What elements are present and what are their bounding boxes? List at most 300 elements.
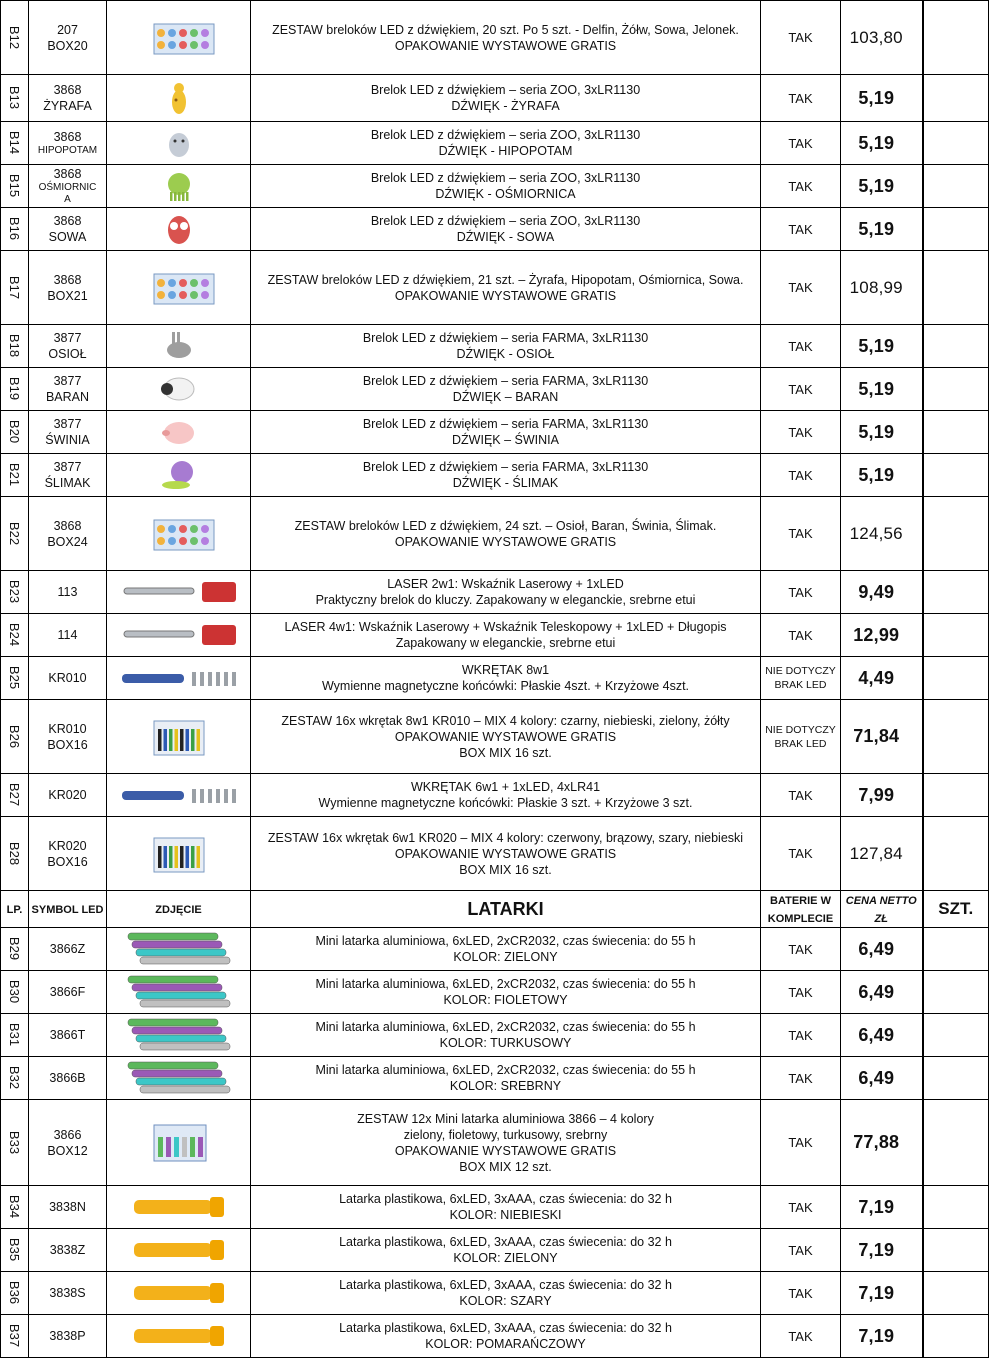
table-row [1, 657, 989, 700]
header-price: CENA NETTO ZŁ [841, 891, 923, 928]
symbol-line: BOX12 [47, 1143, 88, 1158]
symbol-line: 113 [57, 585, 78, 599]
row-qty-input[interactable] [923, 1272, 989, 1315]
symbol-line: 3866 [53, 1127, 82, 1142]
row-qty-input[interactable] [923, 1229, 989, 1272]
symbol-line: KR020 [48, 838, 87, 853]
row-batteries: TAK [761, 1186, 841, 1229]
row-photo [107, 571, 251, 614]
laser-photo [114, 572, 244, 612]
row-description [251, 1, 761, 75]
row-description [251, 251, 761, 325]
row-photo [107, 1100, 251, 1186]
row-symbol [29, 325, 107, 368]
description-line: BOX MIX 12 szt. [459, 1159, 552, 1174]
row-price: 7,19 [841, 1272, 923, 1315]
row-qty-input[interactable] [923, 1014, 989, 1057]
row-photo [107, 411, 251, 454]
mini-torches-photo [114, 1058, 244, 1098]
row-photo [107, 657, 251, 700]
description-line: Brelok LED z dźwiękiem – seria FARMA, 3xLR1130 [362, 460, 649, 474]
description-line: Brelok LED z dźwiękiem – seria FARMA, 3xLR1130 [362, 374, 649, 388]
description-line: DŹWIĘK - OSIOŁ [456, 347, 555, 361]
description-line: DŹWIĘK - ŚLIMAK [452, 476, 559, 490]
row-lp-label: B19 [6, 376, 22, 401]
symbol-line: 3868 [53, 130, 82, 144]
symbol-line: OŚMIORNIC [38, 182, 97, 193]
row-qty-input[interactable] [923, 122, 989, 165]
row-symbol [29, 971, 107, 1014]
description-line: ZESTAW 12x Mini latarka aluminiowa 3866 – 4 kolory [357, 1111, 654, 1126]
description-line: KOLOR: SZARY [459, 1294, 552, 1308]
row-description [251, 454, 761, 497]
row-price: 9,49 [841, 571, 923, 614]
symbol-line: BOX16 [47, 854, 88, 869]
description-line: KOLOR: NIEBIESKI [449, 1208, 562, 1222]
description-line: Mini latarka aluminiowa, 6xLED, 2xCR2032, czas świecenia: do 55 h [315, 1063, 696, 1077]
row-lp-label: B35 [6, 1237, 22, 1262]
row-description [251, 325, 761, 368]
symbol-line: 3866F [49, 985, 86, 999]
row-lp [1, 208, 29, 251]
description-line: Latarka plastikowa, 6xLED, 3xAAA, czas świecenia: do 32 h [339, 1278, 672, 1292]
row-batteries: TAK [761, 1057, 841, 1100]
mini-torches-photo [114, 929, 244, 969]
row-lp [1, 657, 29, 700]
row-qty-input[interactable] [923, 325, 989, 368]
row-lp-label: B37 [6, 1323, 22, 1348]
row-photo [107, 75, 251, 122]
description-line: DŹWIĘK – ŚWINIA [452, 433, 559, 447]
row-batteries: TAK [761, 928, 841, 971]
row-symbol [29, 368, 107, 411]
row-qty-input[interactable] [923, 614, 989, 657]
row-lp-label: B25 [6, 665, 22, 690]
row-qty-input[interactable] [923, 1100, 989, 1186]
row-lp [1, 1186, 29, 1229]
row-lp-label: B32 [6, 1065, 22, 1090]
row-qty-input[interactable] [923, 75, 989, 122]
row-description [251, 1229, 761, 1272]
table-section-torches [1, 928, 989, 1358]
row-lp [1, 1315, 29, 1358]
table-row [1, 1229, 989, 1272]
row-batteries: TAK [761, 75, 841, 122]
description-line: OPAKOWANIE WYSTAWOWE GRATIS [394, 288, 617, 303]
symbol-line: 3838N [49, 1200, 86, 1214]
row-price: 124,56 [841, 497, 923, 571]
yellow-torch-photo [114, 1187, 244, 1227]
row-price: 77,88 [841, 1100, 923, 1186]
row-lp-label: B24 [6, 622, 22, 647]
box-display-photo [114, 268, 244, 308]
symbol-line: KR020 [48, 788, 87, 802]
description-line: Brelok LED z dźwiękiem – seria FARMA, 3xLR1130 [362, 417, 649, 431]
mini-torches-photo [114, 972, 244, 1012]
row-qty-input[interactable] [923, 928, 989, 971]
symbol-line: 3838S [49, 1286, 86, 1300]
row-symbol [29, 571, 107, 614]
row-photo [107, 368, 251, 411]
description-line: DŹWIĘK - ŻYRAFA [451, 99, 560, 113]
row-photo [107, 1057, 251, 1100]
description-line: KOLOR: TURKUSOWY [439, 1036, 572, 1050]
mini-torches-photo [114, 1015, 244, 1055]
row-lp-label: B28 [6, 841, 22, 865]
symbol-line: OSIOŁ [48, 347, 87, 361]
row-price: 5,19 [841, 208, 923, 251]
table-row [1, 1057, 989, 1100]
row-lp-label: B22 [6, 521, 22, 545]
description-line: Brelok LED z dźwiękiem – seria FARMA, 3xLR1130 [362, 331, 649, 345]
row-description [251, 368, 761, 411]
row-qty-input[interactable] [923, 971, 989, 1014]
row-symbol [29, 1100, 107, 1186]
row-lp-label: B18 [6, 333, 22, 358]
row-symbol [29, 251, 107, 325]
row-photo [107, 614, 251, 657]
row-photo [107, 817, 251, 891]
row-qty-input[interactable] [923, 571, 989, 614]
row-description [251, 571, 761, 614]
row-lp-label: B33 [6, 1130, 22, 1154]
row-batteries: TAK [761, 571, 841, 614]
display-stand-photo [114, 834, 244, 874]
row-symbol [29, 122, 107, 165]
row-photo [107, 454, 251, 497]
row-lp [1, 971, 29, 1014]
row-price: 6,49 [841, 1014, 923, 1057]
header-qty: SZT. [923, 891, 989, 928]
row-lp-label: B13 [6, 85, 22, 110]
row-description [251, 1057, 761, 1100]
row-batteries: TAK [761, 165, 841, 208]
table-header-latarki [1, 891, 989, 928]
row-lp-label: B23 [6, 579, 22, 604]
symbol-line: 3877 [53, 460, 82, 474]
row-qty-input[interactable] [923, 497, 989, 571]
row-qty-input[interactable] [923, 165, 989, 208]
row-lp-label: B34 [6, 1194, 22, 1219]
row-symbol [29, 657, 107, 700]
row-symbol [29, 774, 107, 817]
row-qty-input[interactable] [923, 411, 989, 454]
yellow-torch-photo [114, 1316, 244, 1356]
row-photo [107, 1, 251, 75]
table-row [1, 1186, 989, 1229]
row-qty-input[interactable] [923, 368, 989, 411]
row-qty-input[interactable] [923, 657, 989, 700]
row-batteries: TAK [761, 1315, 841, 1358]
row-description [251, 1186, 761, 1229]
row-price: 5,19 [841, 75, 923, 122]
row-description [251, 165, 761, 208]
description-line: Latarka plastikowa, 6xLED, 3xAAA, czas świecenia: do 32 h [339, 1321, 672, 1335]
row-description [251, 75, 761, 122]
table-row [1, 1014, 989, 1057]
row-batteries: TAK [761, 971, 841, 1014]
description-line: Wymienne magnetyczne końcówki: Płaskie 4szt. + Krzyżowe 4szt. [321, 679, 690, 693]
box-display-photo [114, 514, 244, 554]
octopus-photo [114, 166, 244, 206]
row-photo [107, 1272, 251, 1315]
table-row [1, 368, 989, 411]
symbol-line: BOX20 [47, 38, 88, 53]
row-symbol [29, 75, 107, 122]
row-batteries: NIE DOTYCZY BRAK LED [761, 657, 841, 700]
row-lp [1, 325, 29, 368]
row-price: 5,19 [841, 165, 923, 208]
table-row [1, 774, 989, 817]
row-photo [107, 1186, 251, 1229]
row-lp [1, 1229, 29, 1272]
description-line: Brelok LED z dźwiękiem – seria ZOO, 3xLR1130 [370, 214, 641, 228]
row-qty-input[interactable] [923, 817, 989, 891]
description-line: ZESTAW 16x wkrętak 6w1 KR020 – MIX 4 kolory: czerwony, brązowy, szary, niebieski [267, 830, 744, 845]
row-photo [107, 1315, 251, 1358]
table-row [1, 928, 989, 971]
symbol-line: BOX21 [47, 288, 88, 303]
row-qty-input[interactable] [923, 774, 989, 817]
snail-photo [114, 455, 244, 495]
row-price: 5,19 [841, 325, 923, 368]
pig-photo [114, 412, 244, 452]
giraffe-photo [114, 78, 244, 118]
owl-photo [114, 209, 244, 249]
description-line: LASER 4w1: Wskaźnik Laserowy + Wskaźnik Teleskopowy + 1xLED + Długopis [284, 620, 727, 634]
row-lp-label: B16 [6, 216, 22, 241]
description-line: Zapakowany w eleganckie, srebrne etui [395, 636, 616, 650]
row-symbol [29, 1315, 107, 1358]
row-lp-label: B26 [6, 724, 22, 748]
symbol-line: 3868 [53, 83, 82, 97]
row-symbol [29, 1229, 107, 1272]
row-lp [1, 454, 29, 497]
row-symbol [29, 817, 107, 891]
table-row [1, 122, 989, 165]
description-line: OPAKOWANIE WYSTAWOWE GRATIS [394, 534, 617, 549]
symbol-line: 3838P [49, 1329, 86, 1343]
symbol-line: ŚWINIA [45, 433, 90, 447]
sheep-photo [114, 369, 244, 409]
symbol-line: BOX16 [47, 737, 88, 752]
symbol-line: 3838Z [49, 1243, 86, 1257]
row-lp [1, 614, 29, 657]
row-lp [1, 497, 29, 571]
description-line: KOLOR: POMARAŃCZOWY [425, 1337, 586, 1351]
row-lp [1, 1272, 29, 1315]
description-line: Brelok LED z dźwiękiem – seria ZOO, 3xLR1130 [370, 128, 641, 142]
row-description [251, 700, 761, 774]
symbol-line: ŚLIMAK [44, 476, 91, 490]
description-line: Praktyczny brelok do kluczy. Zapakowany w eleganckie, srebrne etui [315, 593, 696, 607]
torch-box-photo [114, 1123, 244, 1163]
description-line: LASER 2w1: Wskaźnik Laserowy + 1xLED [387, 577, 624, 591]
description-line: Mini latarka aluminiowa, 6xLED, 2xCR2032, czas świecenia: do 55 h [315, 1020, 696, 1034]
row-lp-label: B21 [6, 462, 22, 487]
header-symbol: SYMBOL LED [29, 891, 107, 928]
description-line: OPAKOWANIE WYSTAWOWE GRATIS [394, 729, 617, 744]
row-batteries: TAK [761, 1, 841, 75]
header-photo: ZDJĘCIE [107, 891, 251, 928]
hippo-photo [114, 123, 244, 163]
row-lp [1, 774, 29, 817]
row-symbol [29, 1014, 107, 1057]
row-description [251, 208, 761, 251]
description-line: WKRĘTAK 8w1 [461, 663, 550, 677]
description-line: ZESTAW breloków LED z dźwiękiem, 24 szt. – Osioł, Baran, Świnia, Ślimak. [294, 518, 717, 533]
table-row [1, 817, 989, 891]
table-row [1, 165, 989, 208]
row-description [251, 122, 761, 165]
row-batteries: TAK [761, 325, 841, 368]
row-description [251, 657, 761, 700]
row-lp [1, 1, 29, 75]
table-section-keychains [1, 1, 989, 891]
description-line: KOLOR: FIOLETOWY [443, 993, 568, 1007]
table-row [1, 571, 989, 614]
row-lp-label: B15 [6, 173, 22, 198]
symbol-line: 3866T [49, 1028, 86, 1042]
symbol-line: 3868 [53, 518, 82, 533]
row-symbol [29, 1, 107, 75]
row-lp-label: B29 [6, 936, 22, 961]
row-batteries: TAK [761, 251, 841, 325]
description-line: Mini latarka aluminiowa, 6xLED, 2xCR2032, czas świecenia: do 55 h [315, 934, 696, 948]
description-line: ZESTAW 16x wkrętak 8w1 KR010 – MIX 4 kolory: czarny, niebieski, zielony, żółty [281, 713, 730, 728]
row-description [251, 411, 761, 454]
row-batteries: TAK [761, 1229, 841, 1272]
description-line: Brelok LED z dźwiękiem – seria ZOO, 3xLR1130 [370, 83, 641, 97]
row-photo [107, 971, 251, 1014]
row-symbol [29, 1272, 107, 1315]
symbol-line: 3877 [53, 331, 82, 345]
row-price: 5,19 [841, 368, 923, 411]
symbol-line: 3877 [53, 374, 82, 388]
row-description [251, 1100, 761, 1186]
row-lp [1, 1057, 29, 1100]
row-lp-label: B30 [6, 979, 22, 1004]
row-lp [1, 1100, 29, 1186]
row-lp-label: B36 [6, 1280, 22, 1305]
row-qty-input[interactable] [923, 251, 989, 325]
row-qty-input[interactable] [923, 1, 989, 75]
description-line: OPAKOWANIE WYSTAWOWE GRATIS [394, 846, 617, 861]
row-lp [1, 368, 29, 411]
row-batteries: TAK [761, 368, 841, 411]
row-photo [107, 122, 251, 165]
row-lp [1, 122, 29, 165]
row-lp-label: B12 [6, 25, 22, 49]
row-lp [1, 1014, 29, 1057]
row-description [251, 1014, 761, 1057]
description-line: Latarka plastikowa, 6xLED, 3xAAA, czas świecenia: do 32 h [339, 1235, 672, 1249]
description-line: DŹWIĘK – BARAN [452, 390, 559, 404]
row-symbol [29, 208, 107, 251]
row-price: 6,49 [841, 1057, 923, 1100]
row-price: 7,19 [841, 1186, 923, 1229]
symbol-line: A [64, 194, 71, 205]
row-lp [1, 571, 29, 614]
description-line: DŹWIĘK - OŚMIORNICA [435, 187, 576, 201]
row-price: 7,19 [841, 1315, 923, 1358]
row-qty-input[interactable] [923, 1186, 989, 1229]
row-batteries: TAK [761, 774, 841, 817]
yellow-torch-photo [114, 1273, 244, 1313]
symbol-line: ŻYRAFA [43, 99, 92, 113]
header-lp: LP. [1, 891, 29, 928]
row-batteries: TAK [761, 1272, 841, 1315]
row-price: 71,84 [841, 700, 923, 774]
symbol-line: KR010 [48, 671, 87, 685]
symbol-line: 3868 [53, 167, 82, 181]
row-price: 103,80 [841, 1, 923, 75]
description-line: Brelok LED z dźwiękiem – seria ZOO, 3xLR1130 [370, 171, 641, 185]
row-lp [1, 928, 29, 971]
description-line: OPAKOWANIE WYSTAWOWE GRATIS [394, 38, 617, 53]
row-symbol [29, 165, 107, 208]
row-lp-label: B31 [6, 1022, 22, 1047]
row-qty-input[interactable] [923, 208, 989, 251]
row-description [251, 774, 761, 817]
row-lp [1, 817, 29, 891]
row-qty-input[interactable] [923, 454, 989, 497]
row-qty-input[interactable] [923, 700, 989, 774]
symbol-line: 3877 [53, 417, 82, 431]
description-line: KOLOR: ZIELONY [453, 950, 558, 964]
table-row [1, 325, 989, 368]
row-photo [107, 774, 251, 817]
symbol-line: 114 [57, 628, 78, 642]
donkey-photo [114, 326, 244, 366]
symbol-line: 3868 [53, 214, 82, 228]
row-price: 7,19 [841, 1229, 923, 1272]
description-line: DŹWIĘK - SOWA [456, 230, 555, 244]
row-description [251, 1315, 761, 1358]
row-qty-input[interactable] [923, 1315, 989, 1358]
row-price: 6,49 [841, 971, 923, 1014]
row-symbol [29, 928, 107, 971]
row-photo [107, 700, 251, 774]
row-price: 127,84 [841, 817, 923, 891]
row-price: 5,19 [841, 122, 923, 165]
table-row [1, 75, 989, 122]
row-batteries: TAK [761, 817, 841, 891]
header-title: LATARKI [251, 891, 761, 928]
row-description [251, 928, 761, 971]
row-price: 108,99 [841, 251, 923, 325]
row-lp [1, 75, 29, 122]
table-row [1, 497, 989, 571]
row-price: 5,19 [841, 411, 923, 454]
row-symbol [29, 614, 107, 657]
screwdriver-photo [114, 775, 244, 815]
description-line: KOLOR: SREBRNY [449, 1079, 562, 1093]
row-batteries: TAK [761, 411, 841, 454]
row-symbol [29, 497, 107, 571]
row-symbol [29, 1186, 107, 1229]
yellow-torch-photo [114, 1230, 244, 1270]
row-batteries: TAK [761, 454, 841, 497]
screwdriver-photo [114, 658, 244, 698]
row-photo [107, 251, 251, 325]
description-line: KOLOR: ZIELONY [453, 1251, 558, 1265]
row-qty-input[interactable] [923, 1057, 989, 1100]
symbol-line: 3868 [53, 272, 82, 287]
table-row [1, 454, 989, 497]
table-row [1, 411, 989, 454]
row-batteries: TAK [761, 1014, 841, 1057]
